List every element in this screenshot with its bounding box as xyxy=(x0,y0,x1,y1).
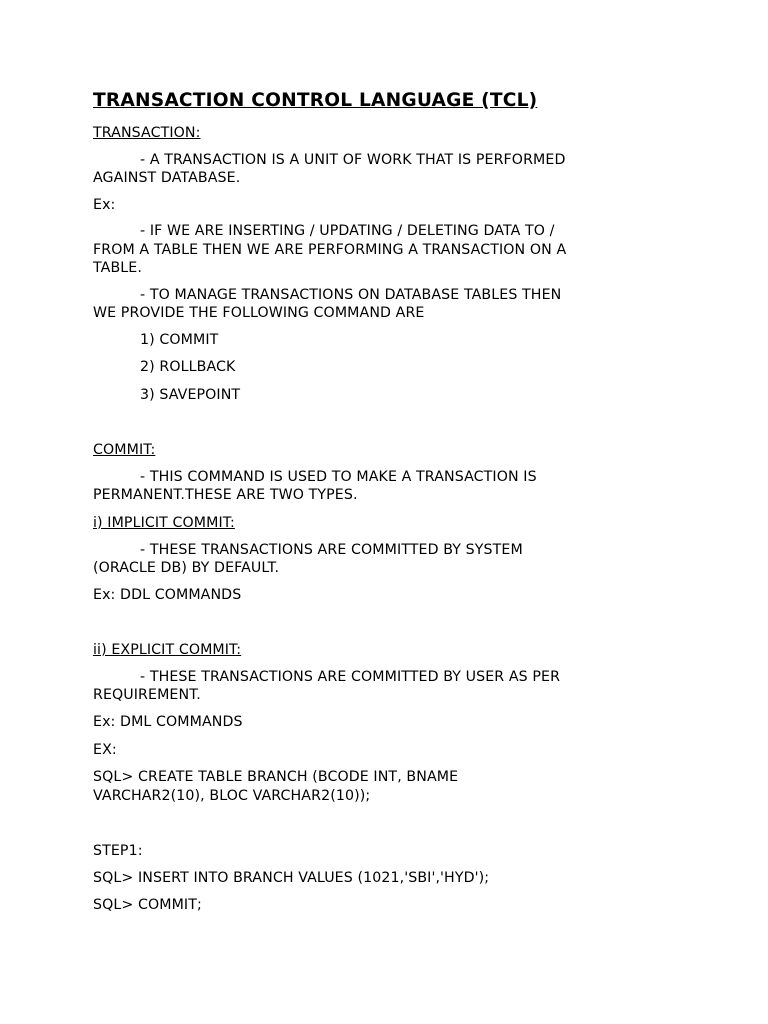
text-line: - THESE TRANSACTIONS ARE COMMITTED BY SYSTEM xyxy=(140,542,523,558)
text-line: Ex: xyxy=(93,197,116,213)
command-list-item: 1) COMMIT xyxy=(140,332,219,348)
text-line: Ex: DDL COMMANDS xyxy=(93,587,242,603)
text-line: Ex: DML COMMANDS xyxy=(93,714,243,730)
text-line: EX: xyxy=(93,742,117,758)
text-line: - A TRANSACTION IS A UNIT OF WORK THAT IS PERFORMED xyxy=(140,152,566,168)
text-line: AGAINST DATABASE. xyxy=(93,170,241,186)
heading-commit: COMMIT: xyxy=(93,442,156,458)
text-line: - THESE TRANSACTIONS ARE COMMITTED BY USER AS PER xyxy=(140,669,561,685)
text-line: (ORACLE DB) BY DEFAULT. xyxy=(93,560,280,576)
sql-line: VARCHAR2(10), BLOC VARCHAR2(10)); xyxy=(93,788,371,804)
document-title: TRANSACTION CONTROL LANGUAGE (TCL) xyxy=(93,90,538,111)
sql-line: SQL> CREATE TABLE BRANCH (BCODE INT, BNAME xyxy=(93,769,459,785)
heading-transaction: TRANSACTION: xyxy=(93,125,201,141)
sql-line: SQL> COMMIT; xyxy=(93,897,202,913)
text-line: FROM A TABLE THEN WE ARE PERFORMING A TRANSACTION ON A xyxy=(93,242,567,258)
heading-implicit-commit: i) IMPLICIT COMMIT: xyxy=(93,515,235,531)
text-line: - THIS COMMAND IS USED TO MAKE A TRANSACTION IS xyxy=(140,469,537,485)
sql-line: SQL> INSERT INTO BRANCH VALUES (1021,'SBI','HYD'); xyxy=(93,870,490,886)
text-line: TABLE. xyxy=(93,260,142,276)
text-line: - IF WE ARE INSERTING / UPDATING / DELETING DATA TO / xyxy=(140,223,555,239)
heading-explicit-commit: ii) EXPLICIT COMMIT: xyxy=(93,642,242,658)
command-list-item: 3) SAVEPOINT xyxy=(140,387,241,403)
text-line: STEP1: xyxy=(93,843,143,859)
text-line: REQUIREMENT. xyxy=(93,687,201,703)
text-line: WE PROVIDE THE FOLLOWING COMMAND ARE xyxy=(93,305,425,321)
text-line: - TO MANAGE TRANSACTIONS ON DATABASE TABLES THEN xyxy=(140,287,562,303)
text-line: PERMANENT.THESE ARE TWO TYPES. xyxy=(93,487,358,503)
command-list-item: 2) ROLLBACK xyxy=(140,359,236,375)
